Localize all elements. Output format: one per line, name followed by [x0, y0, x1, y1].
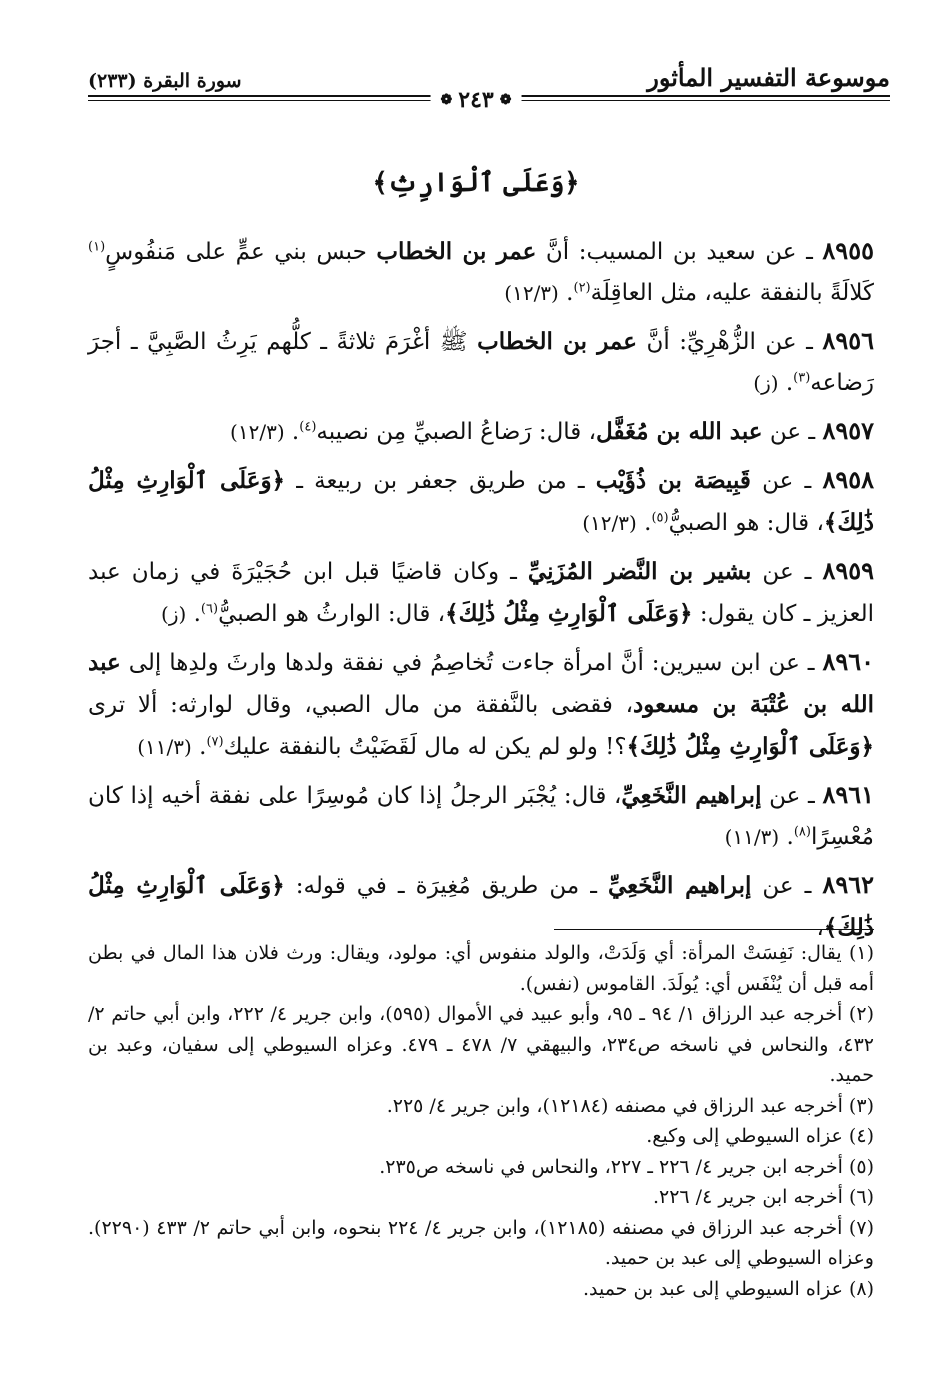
entry-text: ـ عن بشير بن النَّضر المُزَنِيِّ ـ وكان قاضيًا قبل ابن حُجَيْرَةَ في زمان عبد العزيز ـ كان يقول: ﴿وَعَلَى ٱلْوَارِثِ مِثْلُ ذَٰلِكَ﴾، قال: الوارثُ هو الصبيُّ$^{(٦)}$. (ز) [88, 558, 874, 627]
footnote-separator [554, 929, 874, 930]
footnote: (٢) أخرجه عبد الرزاق ١/ ٩٤ ـ ٩٥، وأبو عبيد في الأموال (٥٩٥)، وابن جرير ٤/ ٢٢٢، وابن أبي حاتم ٢/ ٤٣٢، والنحاس في ناسخه ص٢٣٤، والبيهقي ٧/ ٤٧٨ ـ ٤٧٩. وعزاه السيوطي إلى سفيان، وعبد بن حميد. [88, 1003, 874, 1086]
entry-text: ـ عن قَبِيصَة بن ذُؤَيْب ـ من طريق جعفر بن ربيعة ـ ﴿وَعَلَى ٱلْوَارِثِ مِثْلُ ذَٰلِكَ﴾، قال: هو الصبيُّ$^{(٥)}$. (١٢/٣) [88, 467, 874, 536]
entry-number: ٨٩٦٠ [822, 647, 874, 676]
surah-label: سورة البقرة (٢٣٣) [88, 70, 242, 92]
page-number [431, 87, 522, 113]
entry [88, 459, 874, 544]
entry-number: ٨٩٥٦ [822, 326, 874, 355]
entry-number: ٨٩٦١ [822, 780, 874, 809]
entry [88, 864, 874, 949]
footnote: (٤) عزاه السيوطي إلى وكيع. [646, 1125, 874, 1147]
entries-list [88, 230, 874, 955]
book-title: موسوعة التفسير المأثور [647, 63, 890, 92]
ornament-icon: ❁ [499, 92, 512, 108]
entry-text: ـ عن إبراهيم النَّخَعِيِّ، قال: يُجْبَر الرجلُ إذا كان مُوسِرًا على نفقة أخيه إذا كان مُعْسِرًا$^{(٨)}$. (١١/٣) [88, 782, 874, 850]
page-number-text: ٢٤٣ [458, 87, 494, 113]
footnote: (٧) أخرجه عبد الرزاق في مصنفه (١٢١٨٥)، وابن جرير ٤/ ٢٢٤ بنحوه، وابن أبي حاتم ٢/ ٤٣٣ (٢٢٩٠). وعزاه السيوطي إلى عبد بن حميد. [88, 1216, 874, 1269]
footnote: (١) يقال: نَفِسَتْ المرأة: أي وَلَدَتْ، والولد منفوس أي: مولود، ويقال: ورث فلان هذا المال في بطن أمه قبل أن يُنْفَس أي: يُولَدَ. القاموس (نفس). [88, 942, 874, 995]
section-heading: ﴿وَعَلَى ٱلْوَارِثِ﴾ [372, 168, 580, 198]
entry-text: ـ عن عبد الله بن مُغَفَّل، قال: رَضاعُ الصبيِّ مِن نصيبه$^{(٤)}$. (١٢/٣) [230, 418, 823, 445]
entry-text: ـ عن الزُّهْرِيِّ: أنَّ عمر بن الخطاب ﷺ أغْرَمَ ثلاثةً ـ كلُّهم يَرِثُ الصَّبِيَّ ـ أجرَ رَضاعه$^{(٣)}$. (ز) [88, 328, 874, 396]
footnotes-list [88, 938, 874, 1304]
entry [88, 774, 874, 858]
footnote: (٨) عزاه السيوطي إلى عبد بن حميد. [582, 1277, 874, 1300]
running-header [88, 50, 890, 92]
footnote: (٣) أخرجه عبد الرزاق في مصنفه (١٢١٨٤)، وابن جرير ٤/ ٢٢٥. [386, 1094, 874, 1117]
ornament-icon: ❁ [440, 92, 453, 108]
entry-text: ـ عن سعيد بن المسيب: أنَّ عمر بن الخطاب حبس بني عمٍّ على مَنفُوسٍ$^{(١)}$ كَلالَةً بالنفقة عليه، مثل العاقِلَة$^{(٢)}$. (١٢/٣) [88, 238, 874, 306]
footnote: (٦) أخرجه ابن جرير ٤/ ٢٢٦. [652, 1186, 874, 1208]
entry [88, 320, 874, 404]
entry-text: ـ عن إبراهيم النَّخَعِيِّ ـ من طريق مُغِيرَة ـ في قوله: ﴿وَعَلَى ٱلْوَارِثِ مِثْلُ ذَٰلِكَ﴾، [88, 872, 874, 941]
entry-number: ٨٩٦٢ [822, 870, 874, 899]
entry-number: ٨٩٥٧ [822, 416, 874, 445]
entry [88, 641, 874, 768]
entry-text: ـ عن ابن سيرين: أنَّ امرأة جاءت تُخاصِمُ في نفقة ولدها وارثَ ولدِها إلى عبد الله بن عُتْبَة بن مسعود، فقضى بالنَّفقة من مال الصبي، وقال لوارثه: ألا ترى ﴿وَعَلَى ٱلْوَارِثِ مِثْلُ ذَٰلِكَ﴾؟! ولو لم يكن له مال لَقَضَيْتُ بالنفقة عليك$^{(٧)}$. (١١/٣) [88, 649, 874, 760]
footnote: (٥) أخرجه ابن جرير ٤/ ٢٢٦ ـ ٢٢٧، والنحاس في ناسخه ص٢٣٥. [379, 1155, 874, 1178]
entry [88, 550, 874, 635]
entry [88, 230, 874, 314]
entry [88, 410, 874, 453]
entry-number: ٨٩٥٨ [822, 465, 875, 494]
entry-number: ٨٩٥٥ [822, 236, 874, 265]
entry-number: ٨٩٥٩ [822, 556, 874, 585]
